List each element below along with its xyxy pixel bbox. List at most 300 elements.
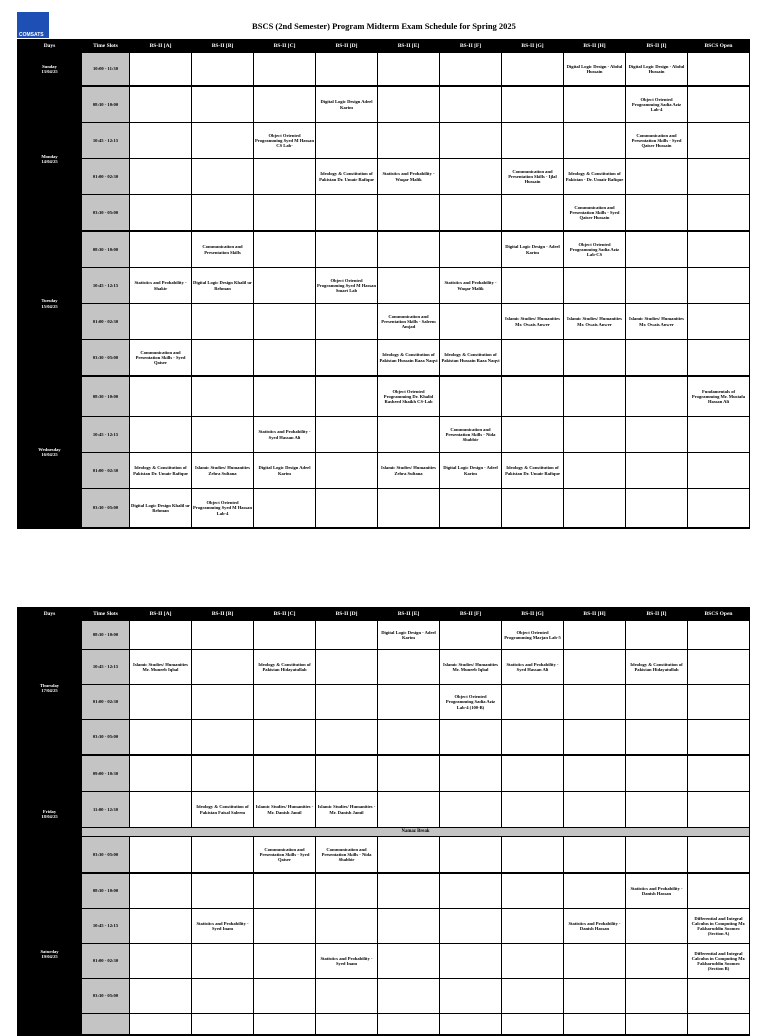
exam-cell: Statistics and Probability - Shakir [130,268,192,304]
empty-cell [316,376,378,417]
exam-cell: Differential and Integral Calculus in Computing Mr. Fakharuddin Soomro (Section B) [688,944,750,979]
exam-cell: Communication and Presentation Skills - Syed Qaiser Hussain [564,195,626,232]
empty-cell [254,53,316,87]
empty-cell [564,755,626,792]
exam-cell: Object Oriented Programming Dr. Khalid Rasheed Shaikh CS-Lab [378,376,440,417]
schedule-row [18,376,750,417]
exam-cell: Object Oriented Programming Syed M Hassan CS Lab- [254,123,316,159]
empty-cell [626,837,688,874]
header-row [18,40,750,53]
empty-cell [254,755,316,792]
empty-cell [502,837,564,874]
empty-cell [254,376,316,417]
schedule-row [18,123,750,159]
exam-cell: Statistics and Probability - Waqar Malik [440,268,502,304]
schedule-row [18,340,750,377]
column-header: BS-II [A] [130,608,192,621]
exam-cell: Ideology & Constitution of Pakistan Hidayatullah [254,650,316,685]
time-slot: 01:00 - 02:30 [82,304,130,340]
exam-cell: Islamic Studies/ Humanities - Mr. Danish Jamil [254,792,316,828]
empty-cell [254,873,316,909]
time-slot: 03:30 - 05:00 [82,195,130,232]
empty-cell [502,53,564,87]
exam-cell: Ideology & Constitution of Pakistan Faisal Saleem [192,792,254,828]
schedule-row [18,621,750,650]
schedule-table-week-2 [17,607,750,1036]
column-header: BSCS Open [688,40,750,53]
empty-cell [440,979,502,1014]
empty-cell [440,195,502,232]
empty-cell [254,489,316,529]
schedule-row [18,268,750,304]
empty-cell [192,685,254,720]
time-slot: 01:00 - 02:30 [82,944,130,979]
empty-cell [688,86,750,123]
empty-cell [254,720,316,756]
empty-cell [378,979,440,1014]
day-cell [18,621,82,756]
column-header: BS-II [G] [502,40,564,53]
empty-cell [626,417,688,453]
empty-cell [316,489,378,529]
exam-cell: Ideology & Constitution of Pakistan - Dr. Umair Rafique [564,159,626,195]
empty-cell [502,376,564,417]
day-name: Thursday [39,682,60,688]
header-row [18,608,750,621]
empty-cell [378,123,440,159]
empty-cell [192,979,254,1014]
empty-cell [564,453,626,489]
exam-cell: Islamic Studies/ Humanities Mr. Owais Anwer [502,304,564,340]
empty-cell [626,489,688,529]
empty-cell [564,417,626,453]
schedule-row [18,685,750,720]
column-header: Days [18,40,82,53]
column-header: BS-II [G] [502,608,564,621]
empty-cell [316,650,378,685]
empty-cell [316,621,378,650]
schedule-row [18,231,750,268]
day-date: 17/04/25 [41,687,58,693]
exam-cell: Statistics and Probability - Danish Hassan [564,909,626,944]
empty-cell [440,909,502,944]
schedule-row [18,828,750,837]
day-name: Friday [42,808,57,814]
exam-cell: Islamic Studies/ Humanities Mr. Owais Anwer [564,304,626,340]
exam-cell: Digital Logic Design Khalil ur Rehman [130,489,192,529]
time-slot: 08:30 - 10:00 [82,376,130,417]
empty-cell [254,268,316,304]
empty-cell [440,159,502,195]
empty-cell [254,621,316,650]
exam-cell: Ideology & Constitution of Pakistan Hussain Raza Naqvi [440,340,502,377]
empty-cell [688,792,750,828]
empty-cell [192,376,254,417]
empty-cell [440,1014,502,1036]
exam-cell: Islamic Studies/ Humanities Mr. Owais Anwer [626,304,688,340]
schedule-row [18,755,750,792]
namaz-break: Namaz Break [82,828,750,837]
exam-cell: Communication and Presentation Skills - Syed Qaiser [130,340,192,377]
schedule-row [18,909,750,944]
empty-cell [316,123,378,159]
empty-cell [316,231,378,268]
empty-cell [688,685,750,720]
time-slot: 08:30 - 10:00 [82,231,130,268]
empty-cell [564,621,626,650]
schedule-row [18,453,750,489]
empty-cell [440,837,502,874]
empty-cell [254,159,316,195]
empty-cell [502,1014,564,1036]
empty-cell [316,720,378,756]
time-slot: 03:30 - 05:00 [82,489,130,529]
empty-cell [130,1014,192,1036]
empty-cell [626,720,688,756]
day-cell [18,755,82,873]
day-name: Tuesday [41,298,58,304]
empty-cell [564,944,626,979]
exam-cell: Ideology & Constitution of Pakistan Dr. Umair Rafique [502,453,564,489]
day-name: Wednesday [38,446,61,452]
empty-cell [192,123,254,159]
exam-cell: Differential and Integral Calculus in Computing Mr. Fakharuddin Soomro (Section A) [688,909,750,944]
exam-cell: Islamic Studies/ Humanities Mr. Muneeb Iqbal [130,650,192,685]
empty-cell [688,1014,750,1036]
day-cell [18,86,82,231]
column-header: BS-II [F] [440,40,502,53]
empty-cell [130,53,192,87]
empty-cell [502,873,564,909]
time-slot: 10:45 - 12:15 [82,909,130,944]
empty-cell [502,86,564,123]
empty-cell [688,268,750,304]
day-date: 13/04/25 [41,69,58,74]
column-header: BS-II [E] [378,40,440,53]
page-title: BSCS (2nd Semester) Program Midterm Exam Schedule for Spring 2025 [252,21,516,31]
empty-cell [502,720,564,756]
exam-cell: Object Oriented Programming Syed M Hassan Lab-4 [192,489,254,529]
empty-cell [254,231,316,268]
empty-cell [130,123,192,159]
empty-cell [316,53,378,87]
day-cell [18,376,82,528]
column-header: BS-II [D] [316,40,378,53]
empty-cell [378,755,440,792]
time-slot: 03:30 - 05:00 [82,720,130,756]
column-header: BS-II [H] [564,40,626,53]
empty-cell [688,304,750,340]
empty-cell [316,453,378,489]
column-header: BS-II [E] [378,608,440,621]
empty-cell [564,86,626,123]
exam-cell: Statistics and Probability - Danish Hassan [626,873,688,909]
day-date: 16/04/25 [41,452,58,457]
empty-cell [378,417,440,453]
column-header: BS-II [C] [254,608,316,621]
empty-cell [626,944,688,979]
empty-cell [192,340,254,377]
time-slot: 09:00 - 10:30 [82,755,130,792]
empty-cell [564,720,626,756]
schedule-row [18,489,750,529]
exam-cell: Digital Logic Design Adeel Karim [316,86,378,123]
exam-cell: Digital Logic Design - Adeel Karim [440,453,502,489]
empty-cell [626,195,688,232]
empty-cell [254,979,316,1014]
day-cell [18,231,82,376]
time-slot: 10:45 - 12:15 [82,417,130,453]
column-header: BS-II [H] [564,608,626,621]
schedule-row [18,1014,750,1036]
schedule-row [18,979,750,1014]
empty-cell [192,1014,254,1036]
empty-cell [626,231,688,268]
schedule-row [18,792,750,828]
time-slot: 03:30 - 05:00 [82,340,130,377]
empty-cell [378,650,440,685]
exam-cell: Communication and Presentation Skills - Saleem Amjad [378,304,440,340]
empty-cell [502,792,564,828]
empty-cell [502,944,564,979]
empty-cell [378,944,440,979]
time-slot: 11:00 - 12:30 [82,792,130,828]
empty-cell [564,873,626,909]
exam-cell: Islamic Studies/ Humanities - Mr. Danish Jamil [316,792,378,828]
exam-cell: Statistics and Probability - Syed Inam [316,944,378,979]
empty-cell [254,195,316,232]
empty-cell [440,944,502,979]
empty-cell [440,86,502,123]
exam-cell: Communication and Presentation Skills - Nida Shabbir [440,417,502,453]
empty-cell [316,304,378,340]
schedule-row [18,873,750,909]
exam-cell: Communication and Presentation Skills - Syed Qaiser [254,837,316,874]
empty-cell [626,792,688,828]
empty-cell [316,417,378,453]
exam-cell: Islamic Studies/ Humanities Zehra Sultana [378,453,440,489]
empty-cell [564,650,626,685]
empty-cell [688,195,750,232]
empty-cell [688,417,750,453]
empty-cell [564,837,626,874]
column-header: BS-II [F] [440,608,502,621]
empty-cell [130,417,192,453]
empty-cell [688,231,750,268]
exam-cell: Statistics and Probability - Syed Hassan Ali [502,650,564,685]
time-slot: 10:00 - 11:30 [82,53,130,87]
empty-cell [378,837,440,874]
empty-cell [192,417,254,453]
empty-cell [192,159,254,195]
empty-cell [378,53,440,87]
empty-cell [254,909,316,944]
column-header: BS-II [B] [192,40,254,53]
exam-cell: Ideology & Constitution of Pakistan Dr. Umair Rafique [130,453,192,489]
empty-cell [502,685,564,720]
empty-cell [316,195,378,232]
empty-cell [378,685,440,720]
empty-cell [378,268,440,304]
exam-cell: Object Oriented Programming Syed M Hassan Smart Lab [316,268,378,304]
empty-cell [254,304,316,340]
empty-cell [626,979,688,1014]
empty-cell [192,755,254,792]
empty-cell [316,1014,378,1036]
time-slot: 08:30 - 10:00 [82,621,130,650]
time-slot: 08:30 - 10:00 [82,873,130,909]
empty-cell [688,873,750,909]
empty-cell [130,720,192,756]
empty-cell [564,685,626,720]
empty-cell [688,621,750,650]
empty-cell [440,304,502,340]
empty-cell [688,123,750,159]
day-date: 15/04/25 [41,303,58,309]
empty-cell [192,720,254,756]
empty-cell [688,159,750,195]
empty-cell [688,489,750,529]
empty-cell [130,304,192,340]
exam-cell: Islamic Studies/ Humanities Mr. Muneeb Iqbal [440,650,502,685]
empty-cell [316,873,378,909]
schedule-row [18,650,750,685]
empty-cell [130,755,192,792]
column-header: BS-II [I] [626,40,688,53]
exam-cell: Communication and Presentation Skills [192,231,254,268]
empty-cell [564,340,626,377]
empty-cell [502,195,564,232]
column-header: BS-II [B] [192,608,254,621]
schedule-row [18,304,750,340]
time-slot: 08:30 - 10:00 [82,86,130,123]
empty-cell [130,944,192,979]
schedule-row [18,86,750,123]
empty-cell [440,123,502,159]
empty-cell [192,621,254,650]
empty-cell [688,650,750,685]
empty-cell [440,231,502,268]
empty-cell [378,86,440,123]
exam-cell: Digital Logic Design Khalil ur Rehman [192,268,254,304]
empty-cell [440,755,502,792]
empty-cell [254,86,316,123]
empty-cell [564,489,626,529]
empty-cell [130,837,192,874]
schedule-row [18,837,750,874]
exam-cell: Ideology & Constitution of Pakistan Dr. Umair Rafique [316,159,378,195]
empty-cell [192,944,254,979]
day-date: 19/04/25 [41,954,58,959]
time-slot: 01:00 - 02:30 [82,453,130,489]
empty-cell [378,792,440,828]
empty-cell [440,489,502,529]
exam-cell: Object Oriented Programming Sadia Aziz Lab-4 (100-B) [440,685,502,720]
time-slot: 03:30 - 05:00 [82,837,130,874]
empty-cell [688,755,750,792]
schedule-row [18,720,750,756]
empty-cell [378,489,440,529]
empty-cell [316,685,378,720]
schedule-row [18,195,750,232]
exam-cell: Communication and Presentation Skills - Syed Qaiser Hussain [626,123,688,159]
empty-cell [688,53,750,87]
time-slot: 01:00 - 02:30 [82,159,130,195]
day-cell [18,53,82,87]
exam-cell: Digital Logic Design - Adeel Karim [378,621,440,650]
empty-cell [626,755,688,792]
exam-cell: Communication and Presentation Skills - Nida Shabbir [316,837,378,874]
schedule-row [18,417,750,453]
empty-cell [130,376,192,417]
empty-cell [254,685,316,720]
time-slot: 10:45 - 12:15 [82,268,130,304]
day-cell [18,873,82,1035]
empty-cell [316,979,378,1014]
empty-cell [440,376,502,417]
empty-cell [626,909,688,944]
schedule-row [18,53,750,87]
empty-cell [626,685,688,720]
empty-cell [192,873,254,909]
empty-cell [378,231,440,268]
empty-cell [626,340,688,377]
empty-cell [440,53,502,87]
exam-cell: Digital Logic Design - Adeel Karim [502,231,564,268]
empty-cell [378,720,440,756]
empty-cell [254,340,316,377]
empty-cell [254,944,316,979]
empty-cell [192,304,254,340]
exam-cell: Islamic Studies/ Humanities Zehra Sultana [192,453,254,489]
day-name: Sunday [42,63,57,69]
exam-cell: Statistics and Probability - Syed Inam [192,909,254,944]
column-header: BS-II [C] [254,40,316,53]
empty-cell [564,123,626,159]
empty-cell [316,755,378,792]
day-date: 14/04/25 [41,158,58,164]
empty-cell [130,685,192,720]
empty-cell [502,417,564,453]
logo-text: COMSATS [19,32,44,38]
empty-cell [130,873,192,909]
empty-cell [564,979,626,1014]
empty-cell [192,53,254,87]
exam-cell: Statistics and Probability - Waqar Malik [378,159,440,195]
empty-cell [316,909,378,944]
schedule-table-week-1 [17,39,750,529]
empty-cell [130,195,192,232]
empty-cell [440,792,502,828]
day-date: 18/04/25 [41,814,58,819]
empty-cell [502,268,564,304]
empty-cell [502,340,564,377]
empty-cell [130,909,192,944]
column-header: BSCS Open [688,608,750,621]
empty-cell [688,453,750,489]
column-header: Time Slots [82,40,130,53]
exam-cell: Statistics and Probability - Syed Hassan Ali [254,417,316,453]
empty-cell [502,909,564,944]
empty-cell [502,123,564,159]
exam-cell: Fundamentals of Programming Mr. Mustafa Hassan Ali [688,376,750,417]
exam-cell: Object Oriented Programming Sadia Aziz Lab-4 [626,86,688,123]
empty-cell [192,650,254,685]
empty-cell [316,340,378,377]
empty-cell [502,489,564,529]
column-header: Time Slots [82,608,130,621]
empty-cell [626,376,688,417]
